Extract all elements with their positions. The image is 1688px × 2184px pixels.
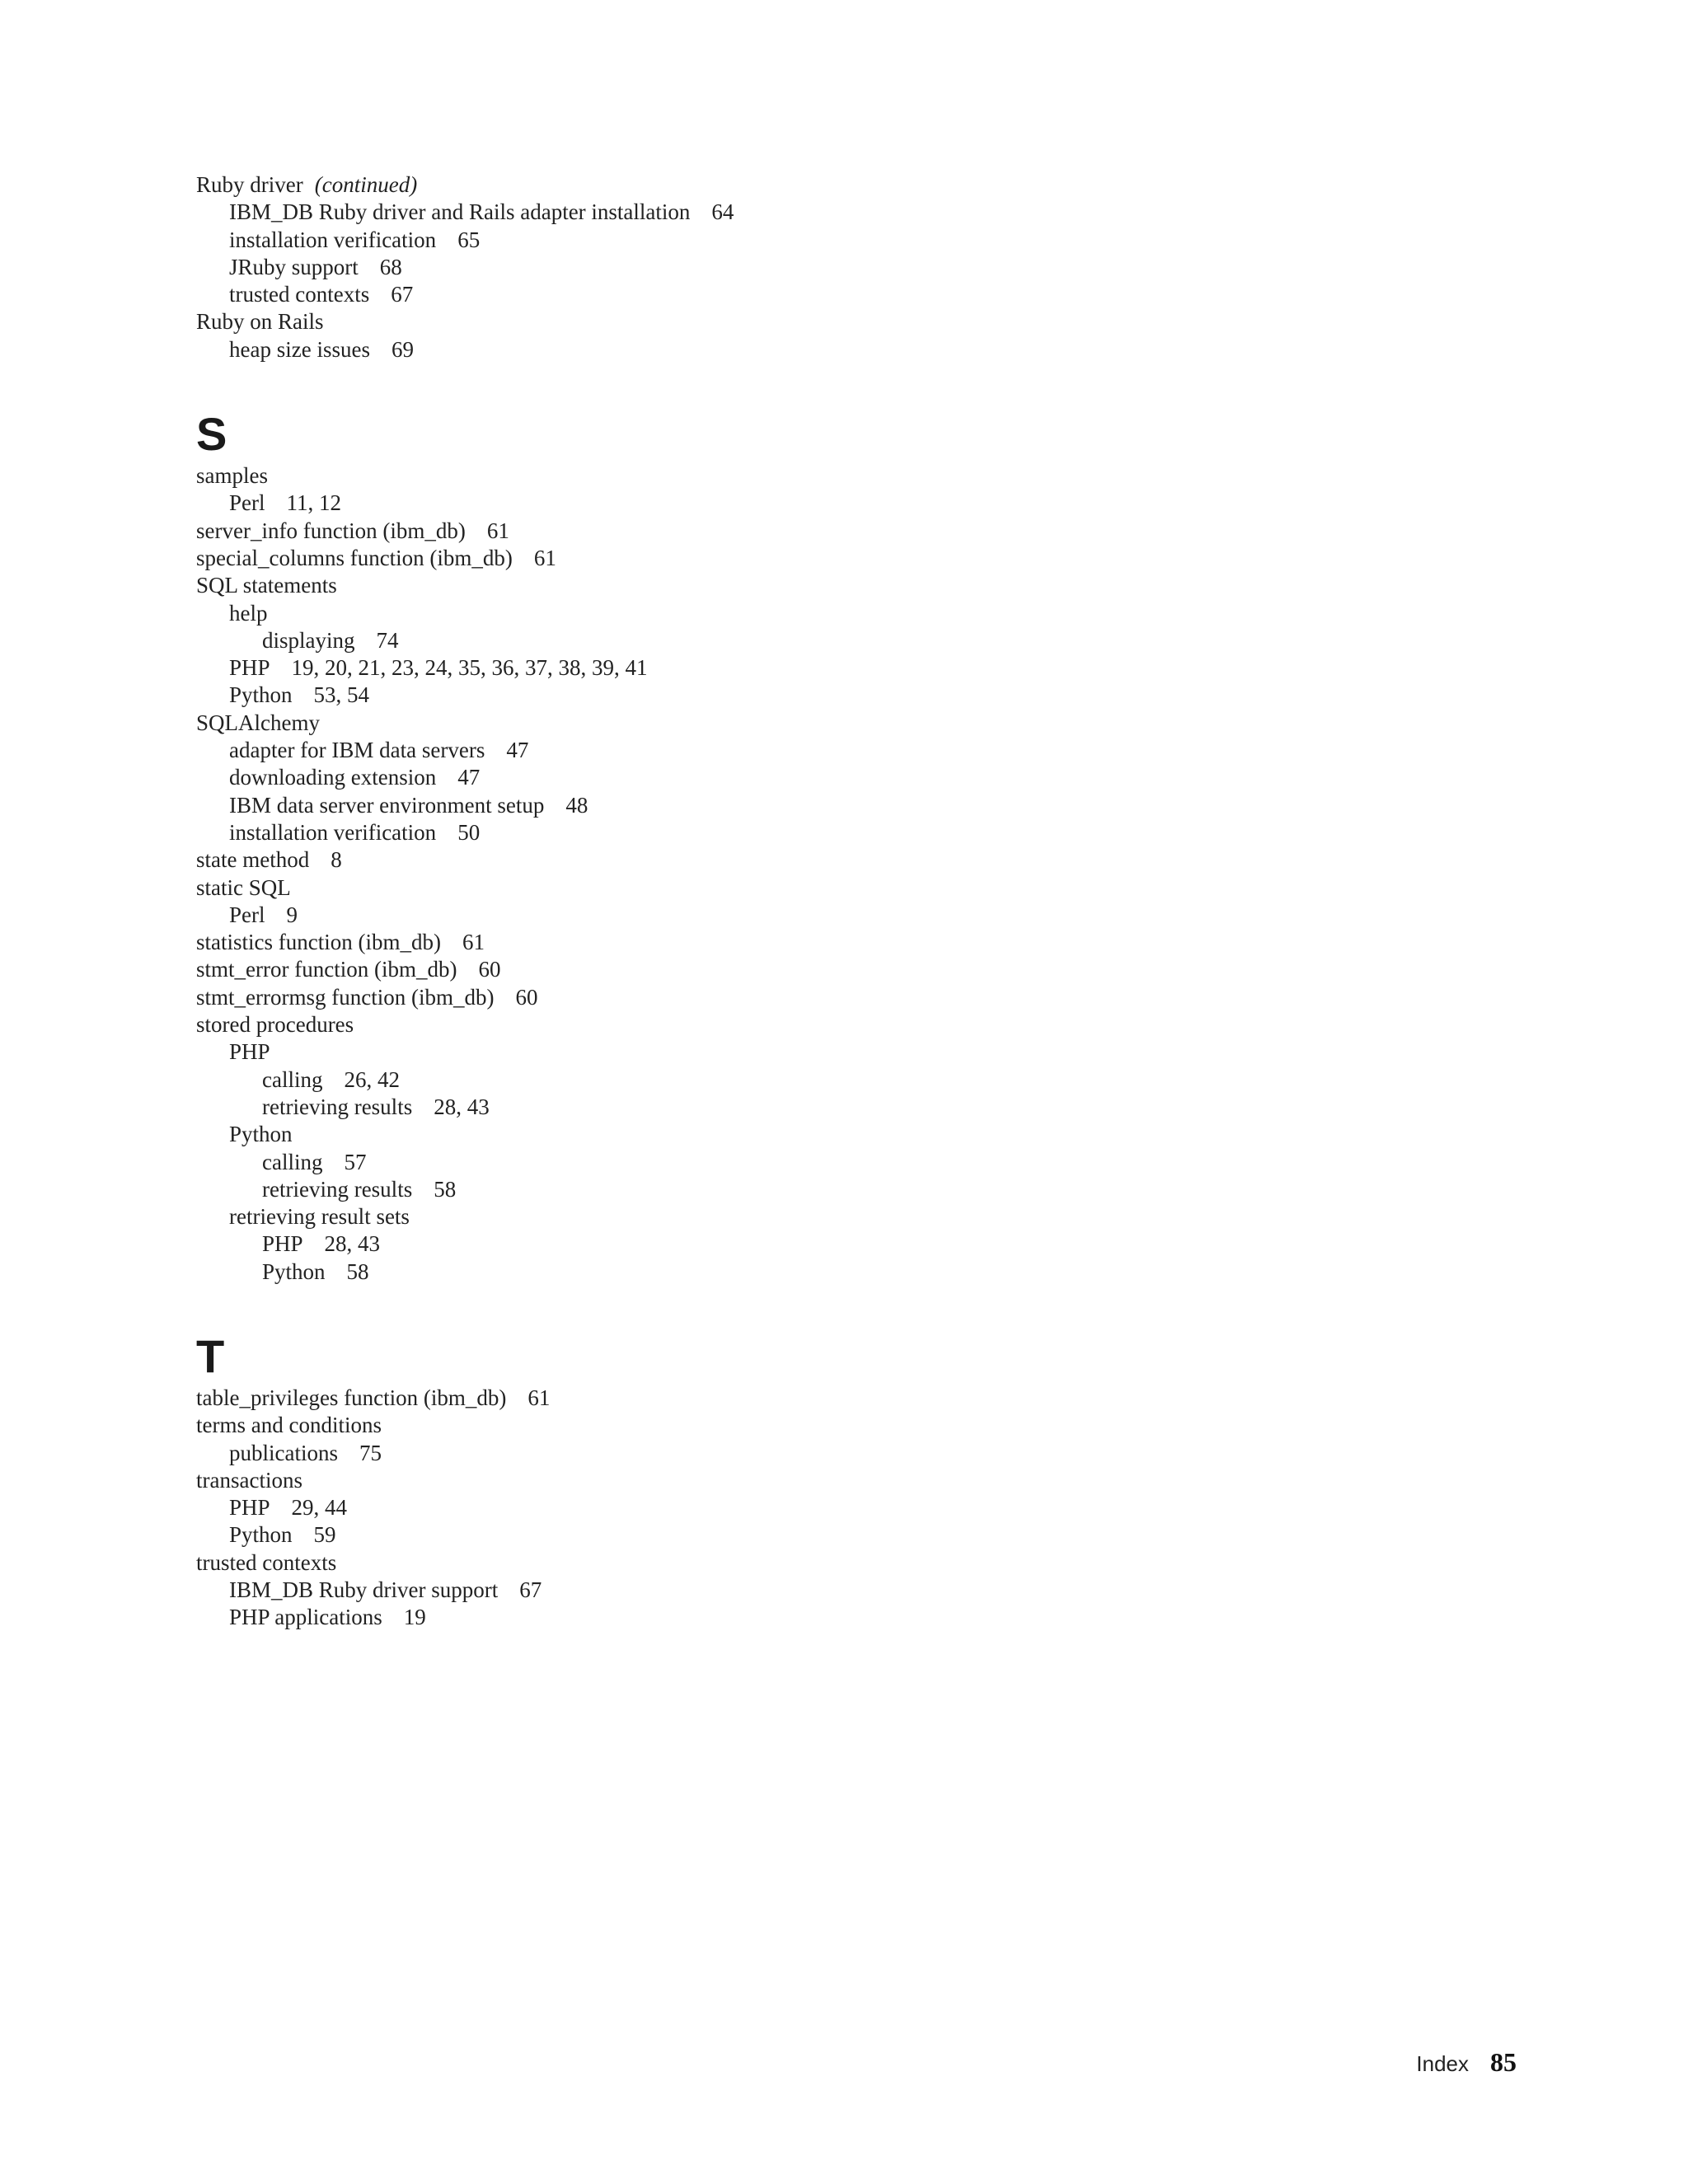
index-entry — [196, 545, 1185, 572]
index-entry — [196, 929, 1185, 956]
index-term: adapter for IBM data servers — [229, 738, 485, 763]
index-term: Python — [229, 1522, 293, 1548]
index-entry — [196, 1176, 1185, 1203]
index-entry — [196, 1149, 1185, 1176]
index-entry — [196, 819, 1185, 846]
index-term: IBM data server environment setup — [229, 792, 545, 818]
index-entry — [196, 792, 1185, 819]
index-term: samples — [196, 463, 268, 489]
index-term: PHP applications — [229, 1605, 382, 1630]
index-term: server_info function (ibm_db) — [196, 518, 466, 543]
page-references: 19 — [403, 1605, 426, 1630]
index-term: stmt_errormsg function (ibm_db) — [196, 984, 495, 1010]
index-entry — [196, 336, 1185, 363]
page-references: 8 — [331, 847, 342, 873]
index-term: PHP — [229, 1495, 270, 1521]
page-references: 58 — [346, 1258, 369, 1284]
index-term: trusted contexts — [196, 1549, 337, 1575]
page-number: 85 — [1490, 2047, 1517, 2077]
index-term: stmt_error function (ibm_db) — [196, 957, 457, 982]
page-references: 57 — [344, 1149, 367, 1174]
index-entry — [196, 572, 1185, 599]
index-entry — [196, 654, 1185, 682]
index-entry — [196, 846, 1185, 874]
page-references: 67 — [391, 282, 414, 307]
index-term: transactions — [196, 1467, 302, 1493]
index-entry — [196, 902, 1185, 929]
index-entry — [196, 1121, 1185, 1148]
index-term: Perl — [229, 902, 265, 927]
index-entry — [196, 171, 1185, 199]
index-column — [196, 171, 1185, 1632]
index-term: SQLAlchemy — [196, 710, 320, 735]
page-references: 68 — [379, 254, 402, 279]
index-term: publications — [229, 1440, 338, 1465]
page-references: 74 — [376, 627, 399, 653]
index-entry — [196, 490, 1185, 517]
page-references: 28, 43 — [324, 1231, 381, 1257]
index-entry — [196, 627, 1185, 654]
index-entry — [196, 308, 1185, 335]
index-entry — [196, 199, 1185, 226]
index-entry — [196, 1038, 1185, 1066]
continued-note: (continued) — [314, 172, 418, 197]
index-term: state method — [196, 847, 310, 873]
section-letter-heading: T — [196, 1329, 225, 1382]
index-term: Python — [262, 1258, 326, 1284]
index-entry — [196, 1549, 1185, 1577]
index-term: Python — [229, 682, 293, 708]
index-section-continued — [196, 171, 1185, 363]
page-references: 47 — [457, 765, 481, 790]
index-term: calling — [262, 1066, 323, 1092]
index-term: static SQL — [196, 874, 291, 900]
index-entry — [196, 956, 1185, 983]
index-term: PHP — [229, 1039, 270, 1065]
page-references: 75 — [359, 1440, 382, 1465]
index-entry — [196, 1011, 1185, 1038]
index-term: statistics function (ibm_db) — [196, 930, 441, 955]
index-entry — [196, 254, 1185, 281]
index-term: table_privileges function (ibm_db) — [196, 1385, 507, 1410]
page-references: 69 — [391, 336, 414, 362]
index-entry — [196, 874, 1185, 902]
page-references: 11, 12 — [286, 490, 341, 516]
page-references: 61 — [528, 1385, 551, 1410]
index-term: retrieving results — [262, 1094, 413, 1119]
index-term: PHP — [229, 655, 270, 681]
index-term: trusted contexts — [229, 282, 370, 307]
page-references: 50 — [457, 819, 481, 845]
index-term: Python — [229, 1122, 293, 1147]
section-letter-heading: S — [196, 408, 227, 461]
index-entry — [196, 1440, 1185, 1467]
index-term: PHP — [262, 1231, 303, 1257]
index-entry — [196, 710, 1185, 737]
index-term: IBM_DB Ruby driver and Rails adapter installation — [229, 199, 691, 225]
index-term: retrieving result sets — [229, 1204, 410, 1230]
index-term: special_columns function (ibm_db) — [196, 545, 513, 570]
page-references: 26, 42 — [344, 1066, 400, 1092]
page-references: 61 — [533, 545, 556, 570]
index-term: Ruby on Rails — [196, 309, 324, 335]
index-section-t — [196, 1329, 1185, 1632]
index-term: downloading extension — [229, 765, 437, 790]
page-references: 47 — [506, 738, 529, 763]
index-entry — [196, 1467, 1185, 1494]
index-entry — [196, 1094, 1185, 1121]
index-term: heap size issues — [229, 336, 370, 362]
index-entry — [196, 1385, 1185, 1412]
page-references: 61 — [462, 930, 485, 955]
index-term: terms and conditions — [196, 1413, 382, 1438]
index-entry — [196, 227, 1185, 254]
index-entry — [196, 984, 1185, 1011]
page-references: 9 — [286, 902, 298, 927]
index-entry — [196, 600, 1185, 627]
page-references: 28, 43 — [434, 1094, 490, 1119]
index-entry — [196, 1258, 1185, 1286]
page-references: 67 — [519, 1577, 542, 1603]
index-entry — [196, 281, 1185, 308]
page-references: 59 — [313, 1522, 336, 1548]
index-entry — [196, 764, 1185, 791]
index-term: help — [229, 600, 268, 626]
page-references: 53, 54 — [313, 682, 370, 708]
footer-label: Index — [1416, 2051, 1469, 2076]
index-term: retrieving results — [262, 1176, 413, 1202]
index-entry — [196, 1203, 1185, 1230]
index-term: stored procedures — [196, 1012, 354, 1038]
page-references: 65 — [457, 227, 481, 252]
index-term: Perl — [229, 490, 265, 516]
page-references: 64 — [711, 199, 734, 225]
index-entry — [196, 1412, 1185, 1439]
page-references: 60 — [478, 957, 501, 982]
index-term: IBM_DB Ruby driver support — [229, 1577, 499, 1603]
index-term: calling — [262, 1149, 323, 1174]
page-references: 29, 44 — [291, 1495, 348, 1521]
index-term: installation verification — [229, 819, 437, 845]
index-term: Ruby driver — [196, 172, 303, 197]
index-term: displaying — [262, 627, 355, 653]
index-entry — [196, 462, 1185, 490]
index-entry — [196, 1230, 1185, 1258]
index-term: JRuby support — [229, 254, 359, 279]
index-entry — [196, 1521, 1185, 1549]
index-term: installation verification — [229, 227, 437, 252]
page-references: 60 — [515, 984, 538, 1010]
page-references: 48 — [565, 792, 588, 818]
index-term: SQL statements — [196, 573, 337, 598]
page-references: 19, 20, 21, 23, 24, 35, 36, 37, 38, 39, 41 — [291, 655, 648, 681]
index-entry — [196, 1066, 1185, 1094]
index-section-s — [196, 408, 1185, 1286]
page-references: 61 — [486, 518, 509, 543]
index-entry — [196, 682, 1185, 709]
index-entry — [196, 518, 1185, 545]
page-footer — [1385, 2047, 1517, 2078]
index-entry — [196, 1577, 1185, 1604]
index-entry — [196, 1494, 1185, 1521]
index-entry — [196, 737, 1185, 764]
index-entry — [196, 1604, 1185, 1631]
page-references: 58 — [434, 1176, 457, 1202]
